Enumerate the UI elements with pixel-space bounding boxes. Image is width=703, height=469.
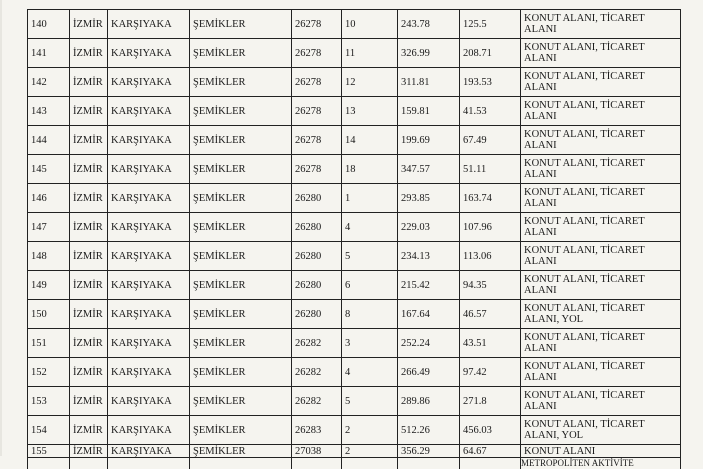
district-cell: KARŞIYAKA — [108, 39, 190, 68]
parcel-number-cell: 18 — [342, 155, 398, 184]
district-cell: KARŞIYAKA — [108, 300, 190, 329]
land-use-cell: KONUT ALANI, TİCARET ALANI — [521, 242, 681, 271]
block-number-cell: 26280 — [292, 242, 342, 271]
row-number-cell: 151 — [28, 329, 70, 358]
empty-cell — [190, 458, 292, 469]
row-number-cell: 152 — [28, 358, 70, 387]
area-cell: 512.26 — [398, 416, 460, 445]
empty-cell — [292, 458, 342, 469]
district-cell: KARŞIYAKA — [108, 213, 190, 242]
province-cell: İZMİR — [70, 358, 108, 387]
table-row — [28, 213, 681, 242]
land-use-cell: KONUT ALANI — [521, 445, 681, 458]
affected-area-cell: 208.71 — [460, 39, 521, 68]
affected-area-cell: 46.57 — [460, 300, 521, 329]
province-cell: İZMİR — [70, 97, 108, 126]
area-cell: 167.64 — [398, 300, 460, 329]
block-number-cell: 26280 — [292, 300, 342, 329]
affected-area-cell: 125.5 — [460, 10, 521, 39]
district-cell: KARŞIYAKA — [108, 126, 190, 155]
district-cell: KARŞIYAKA — [108, 184, 190, 213]
table-row — [28, 155, 681, 184]
table-row — [28, 300, 681, 329]
land-use-cell: KONUT ALANI, TİCARET ALANI — [521, 184, 681, 213]
neighborhood-cell: ŞEMİKLER — [190, 97, 292, 126]
row-number-cell: 150 — [28, 300, 70, 329]
province-cell: İZMİR — [70, 416, 108, 445]
neighborhood-cell: ŞEMİKLER — [190, 387, 292, 416]
province-cell: İZMİR — [70, 271, 108, 300]
area-cell: 326.99 — [398, 39, 460, 68]
affected-area-cell: 94.35 — [460, 271, 521, 300]
table-row — [28, 387, 681, 416]
neighborhood-cell: ŞEMİKLER — [190, 213, 292, 242]
row-number-cell: 141 — [28, 39, 70, 68]
land-use-cell: KONUT ALANI, TİCARET ALANI, YOL — [521, 416, 681, 445]
row-number-cell: 145 — [28, 155, 70, 184]
neighborhood-cell: ŞEMİKLER — [190, 242, 292, 271]
row-number-cell: 143 — [28, 97, 70, 126]
parcel-number-cell: 11 — [342, 39, 398, 68]
block-number-cell: 26280 — [292, 213, 342, 242]
affected-area-cell: 51.11 — [460, 155, 521, 184]
table-row — [28, 10, 681, 39]
parcel-number-cell: 13 — [342, 97, 398, 126]
neighborhood-cell: ŞEMİKLER — [190, 271, 292, 300]
affected-area-cell: 193.53 — [460, 68, 521, 97]
empty-cell — [398, 458, 460, 469]
block-number-cell: 26283 — [292, 416, 342, 445]
neighborhood-cell: ŞEMİKLER — [190, 445, 292, 458]
table-row — [28, 358, 681, 387]
province-cell: İZMİR — [70, 329, 108, 358]
province-cell: İZMİR — [70, 445, 108, 458]
affected-area-cell: 113.06 — [460, 242, 521, 271]
affected-area-cell: 271.8 — [460, 387, 521, 416]
table-row — [28, 329, 681, 358]
land-use-cell: METROPOLİTEN AKTİVİTE — [521, 458, 681, 469]
land-use-cell: KONUT ALANI, TİCARET ALANI — [521, 329, 681, 358]
area-cell: 234.13 — [398, 242, 460, 271]
parcel-number-cell: 8 — [342, 300, 398, 329]
parcel-number-cell: 2 — [342, 416, 398, 445]
province-cell: İZMİR — [70, 184, 108, 213]
block-number-cell: 26282 — [292, 387, 342, 416]
province-cell: İZMİR — [70, 39, 108, 68]
parcel-number-cell: 10 — [342, 10, 398, 39]
land-use-cell: KONUT ALANI, TİCARET ALANI — [521, 126, 681, 155]
empty-cell — [70, 458, 108, 469]
land-use-cell: KONUT ALANI, TİCARET ALANI — [521, 10, 681, 39]
row-number-cell: 149 — [28, 271, 70, 300]
table-row — [28, 271, 681, 300]
area-cell: 199.69 — [398, 126, 460, 155]
neighborhood-cell: ŞEMİKLER — [190, 300, 292, 329]
neighborhood-cell: ŞEMİKLER — [190, 184, 292, 213]
neighborhood-cell: ŞEMİKLER — [190, 68, 292, 97]
neighborhood-cell: ŞEMİKLER — [190, 10, 292, 39]
affected-area-cell: 97.42 — [460, 358, 521, 387]
province-cell: İZMİR — [70, 213, 108, 242]
area-cell: 311.81 — [398, 68, 460, 97]
area-cell: 159.81 — [398, 97, 460, 126]
parcel-number-cell: 4 — [342, 358, 398, 387]
row-number-cell: 154 — [28, 416, 70, 445]
land-use-cell: KONUT ALANI, TİCARET ALANI, YOL — [521, 300, 681, 329]
row-number-cell: 155 — [28, 445, 70, 458]
district-cell: KARŞIYAKA — [108, 97, 190, 126]
district-cell: KARŞIYAKA — [108, 445, 190, 458]
row-number-cell: 147 — [28, 213, 70, 242]
parcel-number-cell: 14 — [342, 126, 398, 155]
district-cell: KARŞIYAKA — [108, 10, 190, 39]
land-use-cell: KONUT ALANI, TİCARET ALANI — [521, 68, 681, 97]
parcel-number-cell: 5 — [342, 387, 398, 416]
affected-area-cell: 163.74 — [460, 184, 521, 213]
area-cell: 347.57 — [398, 155, 460, 184]
neighborhood-cell: ŞEMİKLER — [190, 39, 292, 68]
parcel-table — [27, 9, 681, 469]
table-row — [28, 126, 681, 155]
district-cell: KARŞIYAKA — [108, 329, 190, 358]
affected-area-cell: 67.49 — [460, 126, 521, 155]
area-cell: 356.29 — [398, 445, 460, 458]
row-number-cell: 148 — [28, 242, 70, 271]
district-cell: KARŞIYAKA — [108, 387, 190, 416]
empty-cell — [108, 458, 190, 469]
neighborhood-cell: ŞEMİKLER — [190, 126, 292, 155]
parcel-number-cell: 6 — [342, 271, 398, 300]
area-cell: 293.85 — [398, 184, 460, 213]
affected-area-cell: 43.51 — [460, 329, 521, 358]
parcel-number-cell: 5 — [342, 242, 398, 271]
province-cell: İZMİR — [70, 387, 108, 416]
district-cell: KARŞIYAKA — [108, 155, 190, 184]
area-cell: 229.03 — [398, 213, 460, 242]
area-cell: 243.78 — [398, 10, 460, 39]
land-use-cell: KONUT ALANI, TİCARET ALANI — [521, 387, 681, 416]
table-row — [28, 39, 681, 68]
district-cell: KARŞIYAKA — [108, 271, 190, 300]
block-number-cell: 26278 — [292, 97, 342, 126]
row-number-cell: 140 — [28, 10, 70, 39]
province-cell: İZMİR — [70, 126, 108, 155]
land-use-cell: KONUT ALANI, TİCARET ALANI — [521, 155, 681, 184]
table-row — [28, 97, 681, 126]
district-cell: KARŞIYAKA — [108, 242, 190, 271]
block-number-cell: 26282 — [292, 358, 342, 387]
row-number-cell: 142 — [28, 68, 70, 97]
block-number-cell: 26278 — [292, 39, 342, 68]
scan-edge — [0, 0, 2, 456]
empty-cell — [28, 458, 70, 469]
land-use-cell: KONUT ALANI, TİCARET ALANI — [521, 39, 681, 68]
block-number-cell: 26278 — [292, 155, 342, 184]
province-cell: İZMİR — [70, 155, 108, 184]
parcel-number-cell: 2 — [342, 445, 398, 458]
neighborhood-cell: ŞEMİKLER — [190, 155, 292, 184]
block-number-cell: 26282 — [292, 329, 342, 358]
land-use-cell: KONUT ALANI, TİCARET ALANI — [521, 358, 681, 387]
block-number-cell: 26278 — [292, 126, 342, 155]
parcel-number-cell: 12 — [342, 68, 398, 97]
table-row — [28, 242, 681, 271]
block-number-cell: 26278 — [292, 10, 342, 39]
area-cell: 289.86 — [398, 387, 460, 416]
table-row — [28, 68, 681, 97]
block-number-cell: 26280 — [292, 271, 342, 300]
neighborhood-cell: ŞEMİKLER — [190, 329, 292, 358]
parcel-number-cell: 3 — [342, 329, 398, 358]
affected-area-cell: 41.53 — [460, 97, 521, 126]
province-cell: İZMİR — [70, 68, 108, 97]
block-number-cell: 27038 — [292, 445, 342, 458]
block-number-cell: 26278 — [292, 68, 342, 97]
row-number-cell: 146 — [28, 184, 70, 213]
land-use-cell: KONUT ALANI, TİCARET ALANI — [521, 271, 681, 300]
district-cell: KARŞIYAKA — [108, 358, 190, 387]
parcel-number-cell: 1 — [342, 184, 398, 213]
empty-cell — [460, 458, 521, 469]
district-cell: KARŞIYAKA — [108, 416, 190, 445]
province-cell: İZMİR — [70, 300, 108, 329]
neighborhood-cell: ŞEMİKLER — [190, 358, 292, 387]
area-cell: 266.49 — [398, 358, 460, 387]
table-row — [28, 416, 681, 445]
empty-cell — [342, 458, 398, 469]
land-use-cell: KONUT ALANI, TİCARET ALANI — [521, 213, 681, 242]
area-cell: 252.24 — [398, 329, 460, 358]
district-cell: KARŞIYAKA — [108, 68, 190, 97]
area-cell: 215.42 — [398, 271, 460, 300]
affected-area-cell: 456.03 — [460, 416, 521, 445]
affected-area-cell: 64.67 — [460, 445, 521, 458]
parcel-number-cell: 4 — [342, 213, 398, 242]
row-number-cell: 144 — [28, 126, 70, 155]
land-use-cell: KONUT ALANI, TİCARET ALANI — [521, 97, 681, 126]
table-row — [28, 184, 681, 213]
row-number-cell: 153 — [28, 387, 70, 416]
table-row-partial — [28, 458, 681, 469]
affected-area-cell: 107.96 — [460, 213, 521, 242]
province-cell: İZMİR — [70, 10, 108, 39]
neighborhood-cell: ŞEMİKLER — [190, 416, 292, 445]
block-number-cell: 26280 — [292, 184, 342, 213]
province-cell: İZMİR — [70, 242, 108, 271]
